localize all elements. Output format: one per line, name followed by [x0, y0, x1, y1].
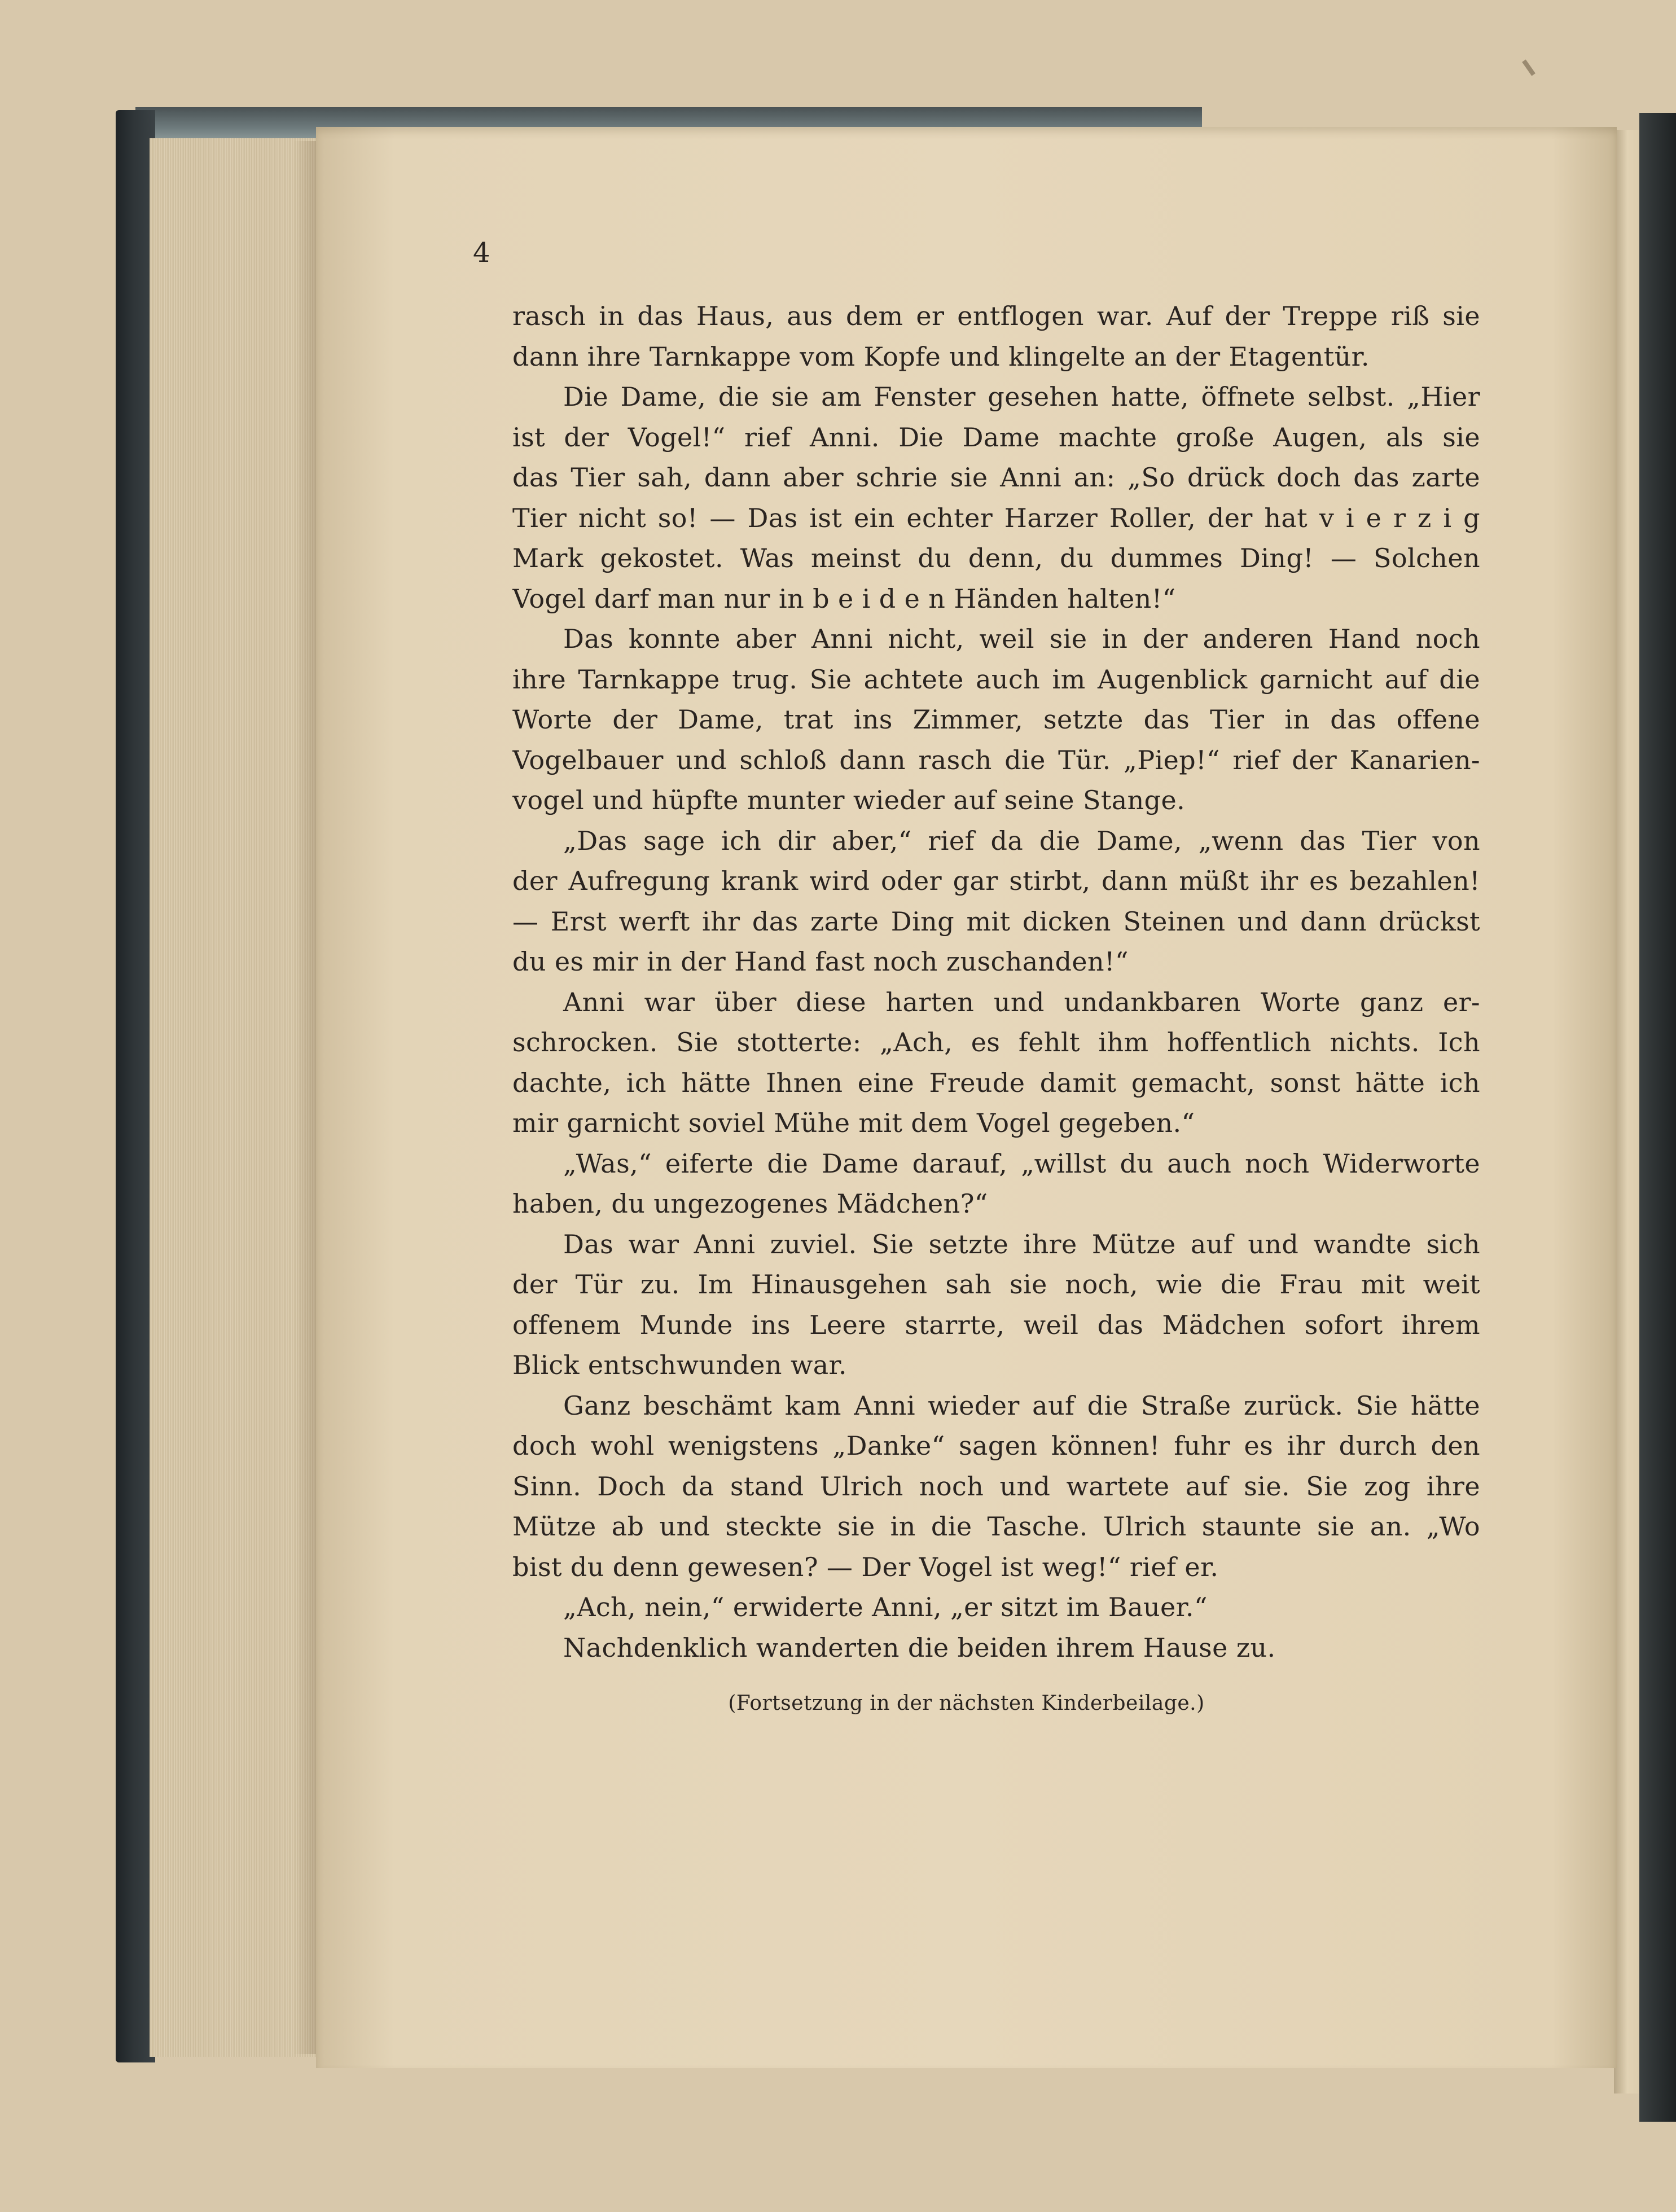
continuation-note: (Fortsetzung in der nächsten Kinderbeilage.)	[728, 1692, 1205, 1715]
text-line: Vogel darf man nur in b e i d e n Händen halten!“	[512, 583, 1176, 614]
book-cover-right-edge	[1639, 113, 1676, 2122]
text-line: offenem Munde ins Leere starrte, weil das Mädchen sofort ihrem	[512, 1309, 1480, 1340]
text-line: Mütze ab und steckte sie in die Tasche. Ulrich staunte sie an. „Wo	[512, 1511, 1480, 1542]
text-line: rasch in das Haus, aus dem er entflogen war. Auf der Treppe riß sie	[512, 301, 1480, 331]
text-line: bist du denn gewesen? — Der Vogel ist weg!“ rief er.	[512, 1551, 1219, 1582]
text-line: haben, du ungezogenes Mädchen?“	[512, 1188, 988, 1219]
text-line: Blick entschwunden war.	[512, 1350, 847, 1380]
text-line: Worte der Dame, trat ins Zimmer, setzte das Tier in das offene	[512, 704, 1480, 735]
text-line: du es mir in der Hand fast noch zuschanden!“	[512, 946, 1129, 977]
text-line: Mark gekostet. Was meinst du denn, du dummes Ding! — Solchen	[512, 543, 1480, 573]
text-line: „Was,“ eiferte die Dame darauf, „willst du auch noch Widerworte	[563, 1148, 1480, 1179]
text-line: Sinn. Doch da stand Ulrich noch und wartete auf sie. Sie zog ihre	[512, 1471, 1480, 1502]
text-line: „Ach, nein,“ erwiderte Anni, „er sitzt im Bauer.“	[563, 1592, 1208, 1622]
page-number: 4	[473, 237, 490, 269]
text-line: mir garnicht soviel Mühe mit dem Vogel gegeben.“	[512, 1108, 1195, 1138]
text-line: doch wohl wenigstens „Danke“ sagen können! fuhr es ihr durch den	[512, 1430, 1480, 1461]
text-line: Das war Anni zuviel. Sie setzte ihre Mütze auf und wandte sich	[563, 1228, 1480, 1259]
text-line: ihre Tarnkappe trug. Sie achtete auch im Augenblick garnicht auf die	[512, 664, 1480, 695]
text-line: dachte, ich hätte Ihnen eine Freude damit gemacht, sonst hätte ich	[512, 1067, 1480, 1098]
text-line: ist der Vogel!“ rief Anni. Die Dame machte große Augen, als sie	[512, 422, 1480, 453]
text-line: „Das sage ich dir aber,“ rief da die Dame, „wenn das Tier von	[563, 825, 1480, 856]
text-line: schrocken. Sie stotterte: „Ach, es fehlt ihm hoffentlich nichts. Ich	[512, 1027, 1480, 1057]
text-line: der Tür zu. Im Hinausgehen sah sie noch, wie die Frau mit weit	[512, 1269, 1480, 1300]
body-text	[512, 296, 1480, 1668]
text-line: Nachdenklich wanderten die beiden ihrem Hause zu.	[563, 1632, 1276, 1663]
text-line: das Tier sah, dann aber schrie sie Anni an: „So drück doch das zarte	[512, 462, 1480, 493]
text-line: Vogelbauer und schloß dann rasch die Tür. „Piep!“ rief der Kanarien-	[512, 744, 1480, 775]
text-line: — Erst werft ihr das zarte Ding mit dicken Steinen und dann drückst	[512, 906, 1480, 937]
text-line: Anni war über diese harten und undankbaren Worte ganz er-	[563, 986, 1480, 1017]
scan-corner-mark	[1522, 59, 1535, 76]
text-line: der Aufregung krank wird oder gar stirbt, dann müßt ihr es bezahlen!	[512, 866, 1480, 896]
text-line: Ganz beschämt kam Anni wieder auf die Straße zurück. Sie hätte	[563, 1390, 1480, 1421]
text-line: Tier nicht so! — Das ist ein echter Harzer Roller, der hat v i e r z i g	[512, 502, 1480, 533]
text-line: Das konnte aber Anni nicht, weil sie in der anderen Hand noch	[563, 624, 1480, 654]
text-line: Die Dame, die sie am Fenster gesehen hatte, öffnete selbst. „Hier	[563, 381, 1480, 412]
text-line: vogel und hüpfte munter wieder auf seine Stange.	[512, 785, 1186, 815]
text-line: dann ihre Tarnkappe vom Kopfe und klingelte an der Etagentür.	[512, 341, 1370, 372]
